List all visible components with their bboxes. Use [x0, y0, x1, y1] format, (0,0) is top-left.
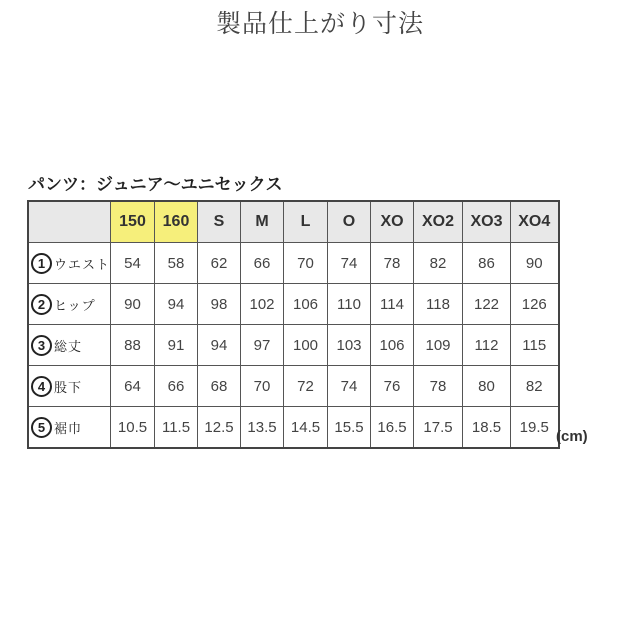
row-number-badge: 2 [31, 294, 52, 315]
table-cell: 17.5 [414, 407, 463, 449]
table-cell: 102 [241, 284, 284, 325]
size-table [27, 200, 560, 449]
table-cell: 106 [371, 325, 414, 366]
table-cell: 74 [328, 243, 371, 284]
row-label [28, 366, 111, 407]
table-cell: 78 [371, 243, 414, 284]
table-cell: 86 [463, 243, 511, 284]
table-cell: 11.5 [155, 407, 198, 449]
col-header-xo4: XO4 [511, 201, 559, 243]
table-cell: 16.5 [371, 407, 414, 449]
table-cell: 80 [463, 366, 511, 407]
row-label [28, 407, 111, 449]
table-cell: 97 [241, 325, 284, 366]
table-cell: 82 [414, 243, 463, 284]
table-cell: 100 [284, 325, 328, 366]
table-cell: 110 [328, 284, 371, 325]
col-header-xo2: XO2 [414, 201, 463, 243]
header-row [28, 201, 559, 243]
table-cell: 94 [198, 325, 241, 366]
table-row [28, 284, 559, 325]
col-header-xo: XO [371, 201, 414, 243]
table-cell: 103 [328, 325, 371, 366]
table-cell: 76 [371, 366, 414, 407]
table-cell: 115 [511, 325, 559, 366]
unit-label: (cm) [556, 428, 588, 445]
table-cell: 74 [328, 366, 371, 407]
col-header-l: L [284, 201, 328, 243]
table-cell: 66 [155, 366, 198, 407]
table-row [28, 243, 559, 284]
col-header-s: S [198, 201, 241, 243]
table-cell: 98 [198, 284, 241, 325]
table-cell: 114 [371, 284, 414, 325]
row-label [28, 284, 111, 325]
row-number-badge: 3 [31, 335, 52, 356]
table-cell: 78 [414, 366, 463, 407]
section-title: パンツ：ジュニア〜ユニセックス [28, 175, 283, 195]
table-cell: 62 [198, 243, 241, 284]
table-cell: 118 [414, 284, 463, 325]
row-label-text: 股下 [54, 380, 83, 396]
table-cell: 19.5 [511, 407, 559, 449]
row-number-badge: 4 [31, 376, 52, 397]
table-cell: 15.5 [328, 407, 371, 449]
table-cell: 68 [198, 366, 241, 407]
row-label [28, 325, 111, 366]
col-header-xo3: XO3 [463, 201, 511, 243]
table-cell: 106 [284, 284, 328, 325]
row-number-badge: 1 [31, 253, 52, 274]
table-cell: 14.5 [284, 407, 328, 449]
table-cell: 70 [241, 366, 284, 407]
row-label-text: ヒップ [54, 298, 96, 314]
col-header-m: M [241, 201, 284, 243]
page-title: 製品仕上がり寸法 [215, 9, 424, 38]
table-cell: 109 [414, 325, 463, 366]
table-cell: 90 [111, 284, 155, 325]
header-corner-cell [28, 201, 111, 243]
table-cell: 94 [155, 284, 198, 325]
table-cell: 12.5 [198, 407, 241, 449]
col-header-160: 160 [155, 201, 198, 243]
table-row [28, 366, 559, 407]
row-label-text: ウエスト [54, 257, 111, 273]
table-cell: 18.5 [463, 407, 511, 449]
table-cell: 66 [241, 243, 284, 284]
table-cell: 122 [463, 284, 511, 325]
table-cell: 91 [155, 325, 198, 366]
row-label [28, 243, 111, 284]
table-cell: 10.5 [111, 407, 155, 449]
table-cell: 72 [284, 366, 328, 407]
table-cell: 54 [111, 243, 155, 284]
table-cell: 126 [511, 284, 559, 325]
col-header-o: O [328, 201, 371, 243]
table-cell: 13.5 [241, 407, 284, 449]
row-label-text: 裾巾 [54, 421, 83, 437]
table-cell: 88 [111, 325, 155, 366]
table-cell: 82 [511, 366, 559, 407]
table-cell: 70 [284, 243, 328, 284]
table-row [28, 407, 559, 449]
table-cell: 58 [155, 243, 198, 284]
row-label-text: 総丈 [54, 339, 83, 355]
col-header-150: 150 [111, 201, 155, 243]
table-row [28, 325, 559, 366]
table-cell: 90 [511, 243, 559, 284]
row-number-badge: 5 [31, 417, 52, 438]
table-cell: 64 [111, 366, 155, 407]
table-cell: 112 [463, 325, 511, 366]
